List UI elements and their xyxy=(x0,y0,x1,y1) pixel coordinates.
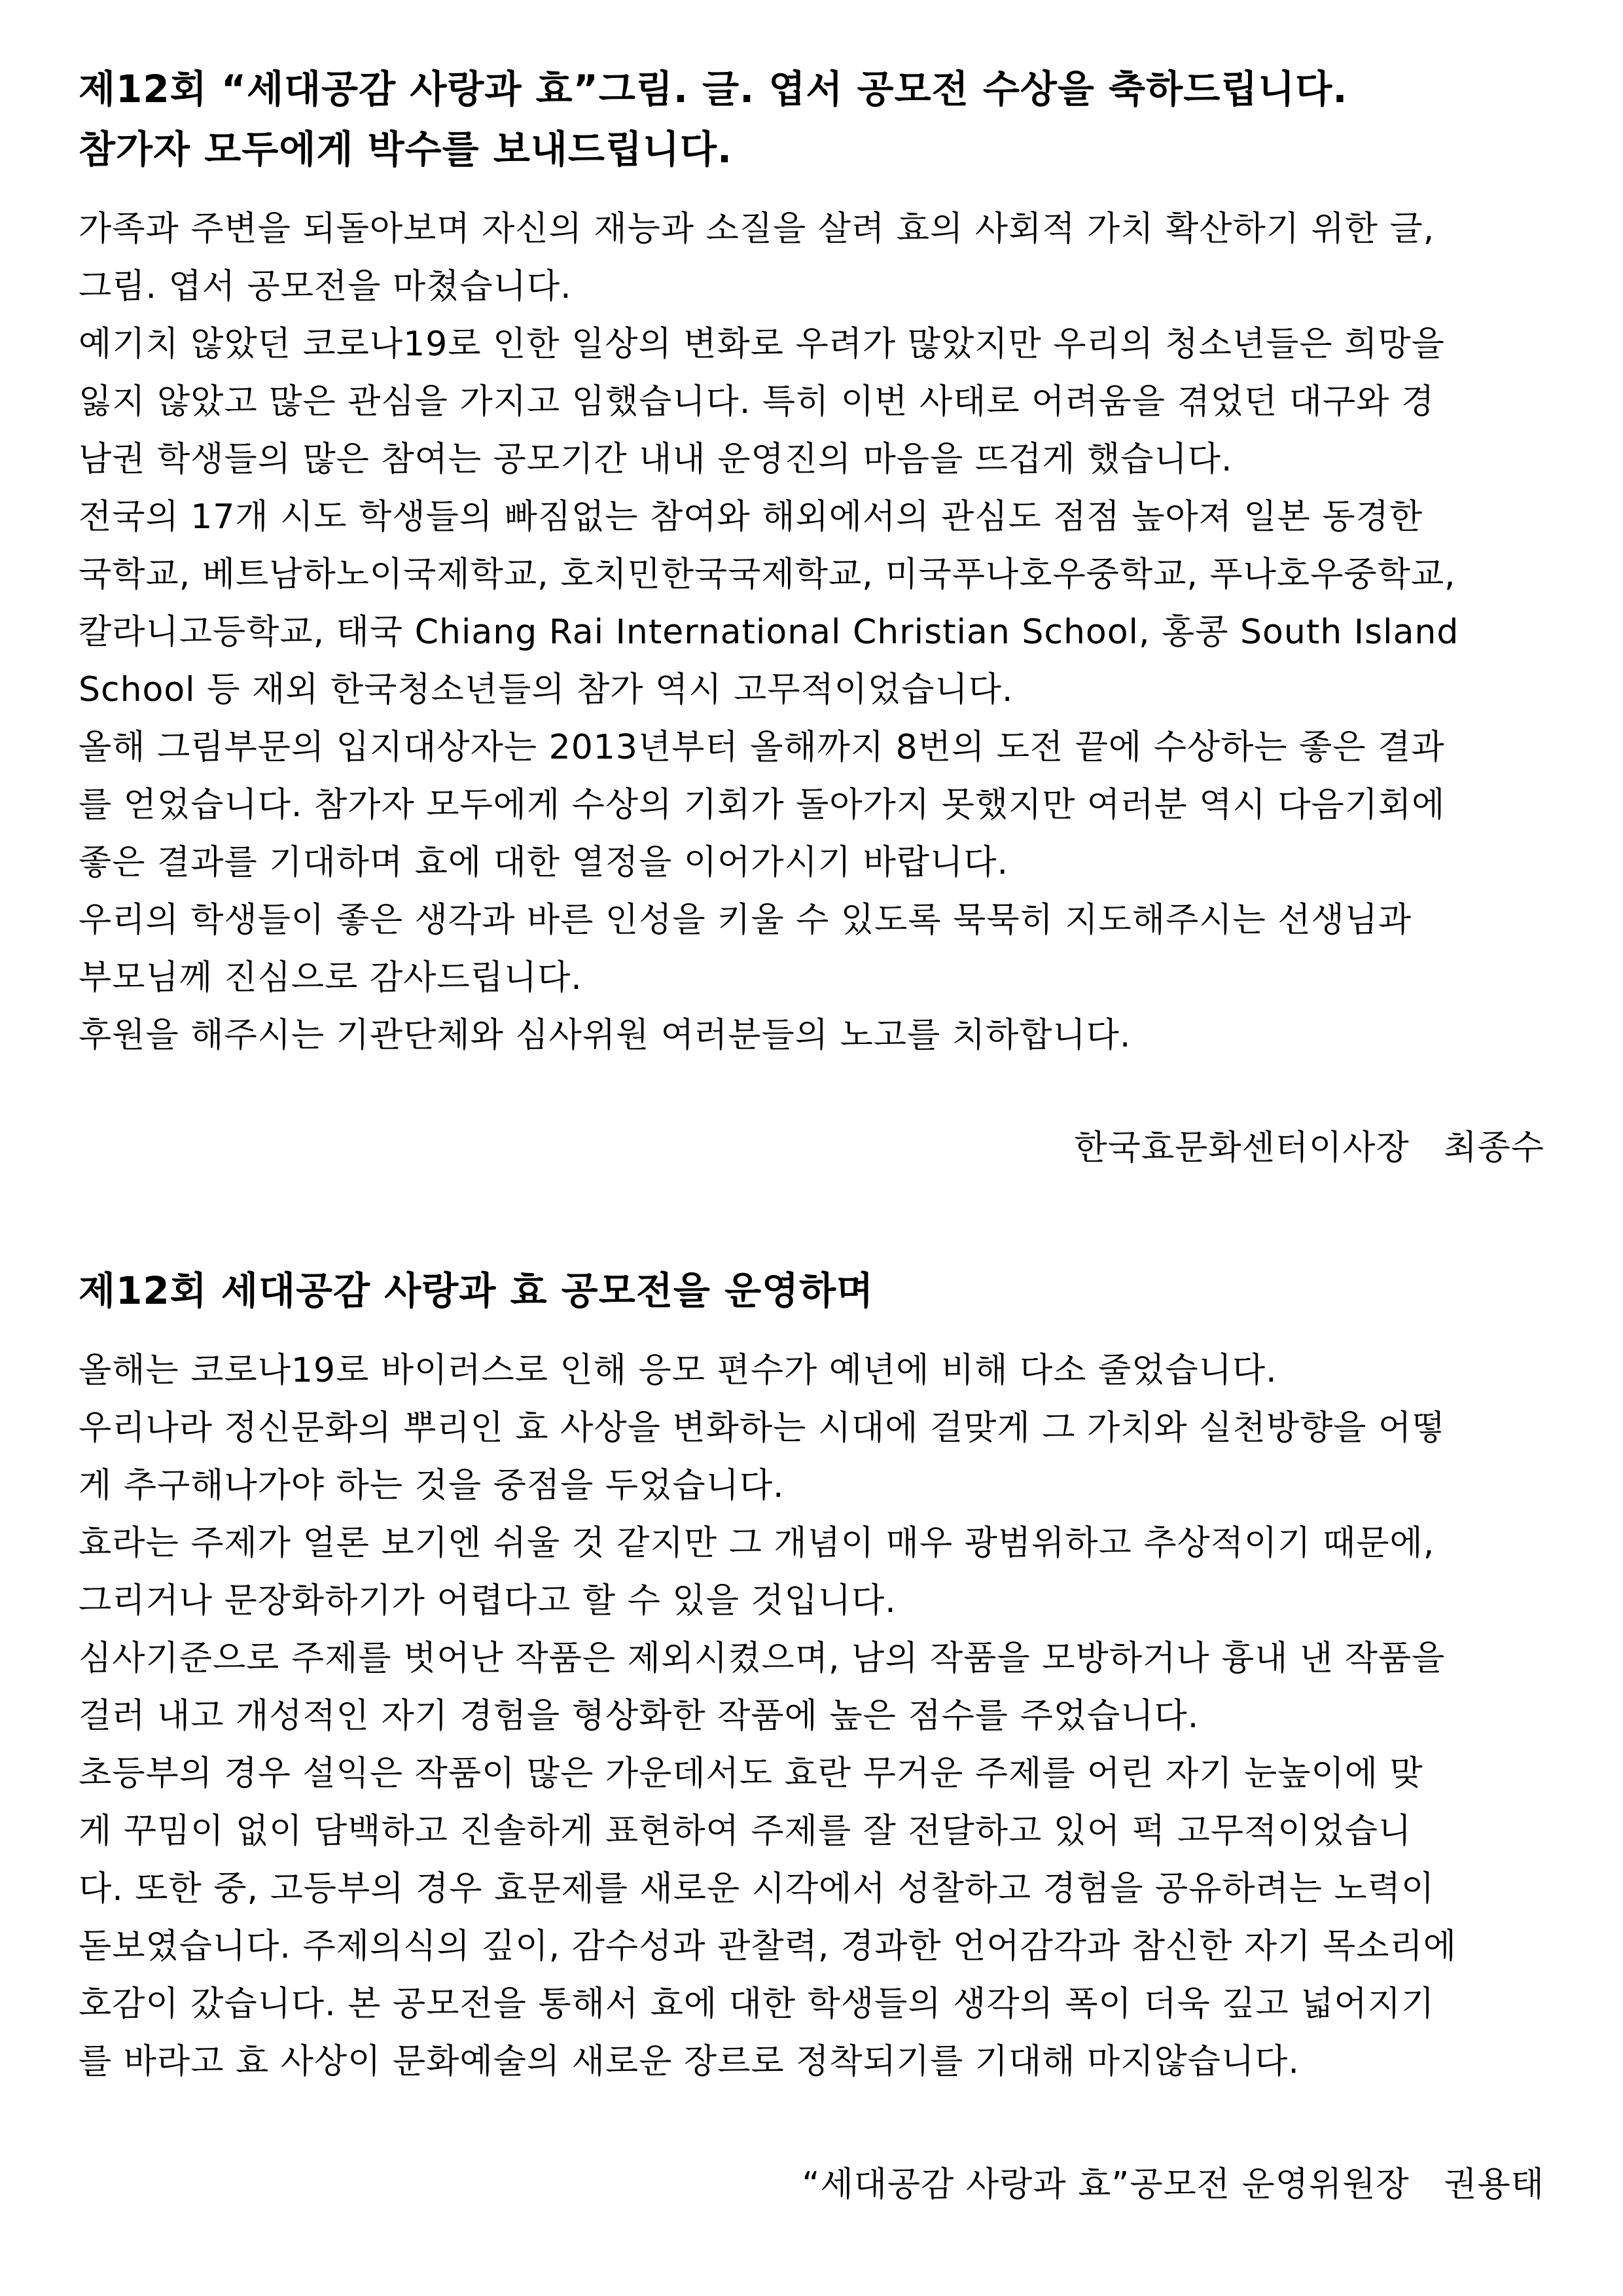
paragraph-line: 게 추구해나가야 하는 것을 중점을 두었습니다. xyxy=(79,1466,785,1505)
paragraph-line: 잃지 않았고 많은 관심을 가지고 임했습니다. 특히 이번 사태로 어려움을 겪었던 대구와 경 xyxy=(79,382,1435,422)
operation-heading: 제12회 세대공감 사랑과 효 공모전을 운영하며 xyxy=(79,1268,874,1313)
paragraph-line: 국학교, 베트남하노이국제학교, 호치민한국국제학교, 미국푸나호우중학교, 푸나호우중학교, xyxy=(79,555,1456,594)
paragraph-line: 다. 또한 중, 고등부의 경우 효문제를 새로운 시각에서 성찰하고 경험을 공유하려는 노력이 xyxy=(79,1869,1435,1909)
paragraph-line: 돋보였습니다. 주제의식의 깊이, 감수성과 관찰력, 경과한 언어감각과 참신한 자기 목소리에 xyxy=(79,1927,1457,1966)
paragraph-line: School 등 재외 한국청소년들의 참가 역시 고무적이었습니다. xyxy=(79,670,1014,709)
paragraph-line: 초등부의 경우 설익은 작품이 많은 가운데서도 효란 무거운 주제를 어린 자기 눈높이에 맞 xyxy=(79,1754,1423,1793)
chairman-signature: 한국효문화센터이사장 최종수 xyxy=(1074,1128,1544,1168)
paragraph-line: 심사기준으로 주제를 벗어난 작품은 제외시켰으며, 남의 작품을 모방하거나 흉내 낸 작품을 xyxy=(79,1639,1446,1678)
paragraph-line: 올해 그림부문의 입지대상자는 2013년부터 올해까지 8번의 도전 끝에 수상하는 좋은 결과 xyxy=(79,728,1445,767)
paragraph-line: 예기치 않았던 코로나19로 인한 일상의 변화로 우려가 많았지만 우리의 청소년들은 희망을 xyxy=(79,325,1445,364)
paragraph-line: 그림. 엽서 공모전을 마쳤습니다. xyxy=(79,267,572,306)
paragraph-line: 걸러 내고 개성적인 자기 경험을 형상화한 작품에 높은 점수를 주었습니다. xyxy=(79,1696,1200,1736)
congratulations-heading xyxy=(79,59,1544,179)
paragraph-line: 게 꾸밈이 없이 담백하고 진솔하게 표현하여 주제를 잘 전달하고 있어 퍽 고무적이었습니 xyxy=(79,1812,1412,1851)
operation-section xyxy=(79,1261,1544,2214)
paragraph-line: 후원을 해주시는 기관단체와 심사위원 여러분들의 노고를 치하합니다. xyxy=(79,1016,1132,1055)
heading-line: 참가자 모두에게 박수를 보내드립니다. xyxy=(79,127,733,171)
paragraph-line: 우리나라 정신문화의 뿌리인 효 사상을 변화하는 시대에 걸맞게 그 가치와 실천방향을 어떻 xyxy=(79,1408,1446,1448)
paragraph-line: 남권 학생들의 많은 참여는 공모기간 내내 운영진의 마음을 뜨겁게 했습니다. xyxy=(79,440,1233,479)
operation-body xyxy=(79,1342,1544,2090)
paragraph-line: 를 바라고 효 사상이 문화예술의 새로운 장르로 정착되기를 기대해 마지않습니다. xyxy=(79,2042,1300,2081)
paragraph-line: 전국의 17개 시도 학생들의 빠짐없는 참여와 해외에서의 관심도 점점 높아져 일본 동경한 xyxy=(79,497,1423,537)
paragraph-line: 칼라니고등학교, 태국 Chiang Rai International Christian School, 홍콩 South Island xyxy=(79,613,1459,652)
paragraph-line: 좋은 결과를 기대하며 효에 대한 열정을 이어가시기 바랍니다. xyxy=(79,843,1009,882)
paragraph-line: 를 얻었습니다. 참가자 모두에게 수상의 기회가 돌아가지 못했지만 여러분 역시 다음기회에 xyxy=(79,785,1446,825)
committee-chair-signature: “세대공감 사랑과 효”공모전 운영위원장 권용태 xyxy=(802,2165,1544,2204)
congratulations-body xyxy=(79,200,1544,1064)
paragraph-line: 효라는 주제가 얼론 보기엔 쉬울 것 같지만 그 개념이 매우 광범위하고 추상적이기 때문에, xyxy=(79,1524,1435,1563)
paragraph-line: 부모님께 진심으로 감사드립니다. xyxy=(79,958,582,997)
congratulations-section xyxy=(79,59,1544,1177)
document-page xyxy=(79,59,1544,2214)
paragraph-line: 그리거나 문장화하기가 어렵다고 할 수 있을 것입니다. xyxy=(79,1581,897,1621)
paragraph-line: 가족과 주변을 되돌아보며 자신의 재능과 소질을 살려 효의 사회적 가치 확산하기 위한 글, xyxy=(79,209,1435,249)
heading-line: 제12회 “세대공감 사랑과 효”그림. 글. 엽서 공모전 수상을 축하드립니다. xyxy=(79,67,1348,111)
paragraph-line: 호감이 갔습니다. 본 공모전을 통해서 효에 대한 학생들의 생각의 폭이 더욱 깊고 넓어지기 xyxy=(79,1984,1435,2024)
paragraph-line: 우리의 학생들이 좋은 생각과 바른 인성을 키울 수 있도록 묵묵히 지도해주시는 선생님과 xyxy=(79,901,1412,940)
paragraph-line: 올해는 코로나19로 바이러스로 인해 응모 편수가 예년에 비해 다소 줄었습니다. xyxy=(79,1351,1277,1390)
